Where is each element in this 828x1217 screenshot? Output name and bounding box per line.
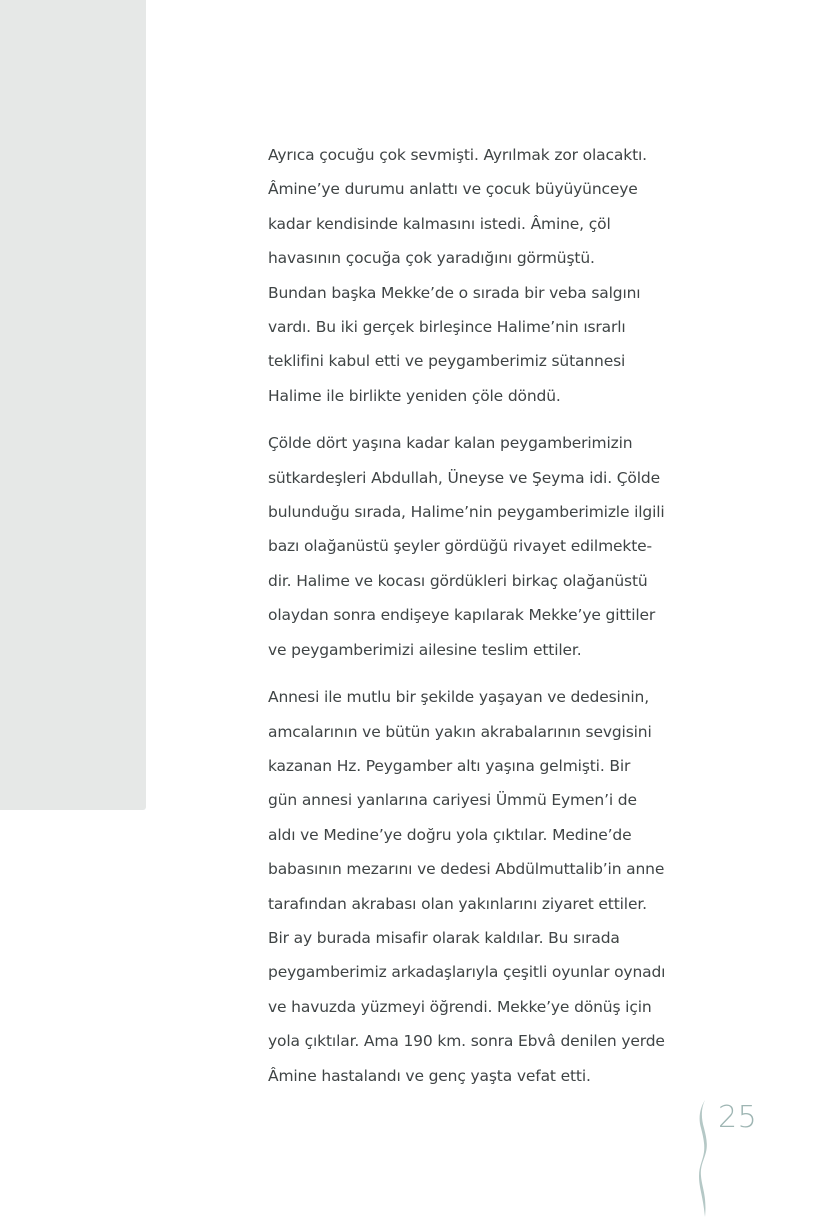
text-line: sütkardeşleri Abdullah, Üneyse ve Şeyma idi. Çölde	[268, 468, 660, 487]
side-panel	[0, 0, 146, 810]
page-number: 25	[718, 1100, 758, 1135]
text-line: dir. Halime ve kocası gördükleri birkaç olağanüstü	[268, 571, 648, 590]
text-line: ve havuzda yüzmeyi öğrendi. Mekke’ye dönüş için	[268, 997, 652, 1016]
vertical-wave-ornament-icon	[695, 1100, 715, 1217]
paragraph	[268, 138, 698, 413]
text-line: Çölde dört yaşına kadar kalan peygamberimizin	[268, 434, 633, 453]
text-line: ve peygamberimizi ailesine teslim ettiler.	[268, 640, 582, 659]
paragraph	[268, 426, 698, 667]
paragraph	[268, 680, 698, 1093]
text-line: Bundan başka Mekke’de o sırada bir veba salgını	[268, 283, 641, 302]
text-line: kazanan Hz. Peygamber altı yaşına gelmişti. Bir	[268, 756, 631, 775]
text-line: Âmine’ye durumu anlattı ve çocuk büyüyünceye	[268, 180, 638, 199]
text-line: tarafından akrabası olan yakınlarını ziyaret ettiler.	[268, 894, 647, 913]
text-line: Annesi ile mutlu bir şekilde yaşayan ve dedesinin,	[268, 688, 649, 707]
text-line: amcalarının ve bütün yakın akrabalarının sevgisini	[268, 722, 652, 741]
text-line: olaydan sonra endişeye kapılarak Mekke’ye gittiler	[268, 606, 656, 625]
text-line: Âmine hastalandı ve genç yaşta vefat etti.	[268, 1066, 591, 1085]
text-line: havasının çocuğa çok yaradığını görmüştü.	[268, 249, 595, 268]
text-line: peygamberimiz arkadaşlarıyla çeşitli oyunlar oynadı	[268, 963, 666, 982]
text-line: Halime ile birlikte yeniden çöle döndü.	[268, 386, 561, 405]
text-line: yola çıktılar. Ama 190 km. sonra Ebvâ denilen yerde	[268, 1032, 665, 1051]
text-line: bazı olağanüstü şeyler gördüğü rivayet edilmekte-	[268, 537, 653, 556]
text-line: babasının mezarını ve dedesi Abdülmuttalib’in anne	[268, 860, 665, 879]
text-line: Ayrıca çocuğu çok sevmişti. Ayrılmak zor olacaktı.	[268, 146, 647, 164]
body-text	[268, 138, 698, 1106]
text-line: kadar kendisinde kalmasını istedi. Âmine, çöl	[268, 214, 611, 233]
text-line: bulunduğu sırada, Halime’nin peygamberimizle ilgili	[268, 503, 665, 522]
text-line: vardı. Bu iki gerçek birleşince Halime’nin ısrarlı	[268, 318, 626, 337]
text-line: aldı ve Medine’ye doğru yola çıktılar. Medine’de	[268, 825, 632, 844]
text-line: gün annesi yanlarına cariyesi Ümmü Eymen’i de	[268, 791, 637, 810]
text-line: teklifini kabul etti ve peygamberimiz sütannesi	[268, 352, 626, 371]
text-line: Bir ay burada misafir olarak kaldılar. Bu sırada	[268, 928, 620, 947]
